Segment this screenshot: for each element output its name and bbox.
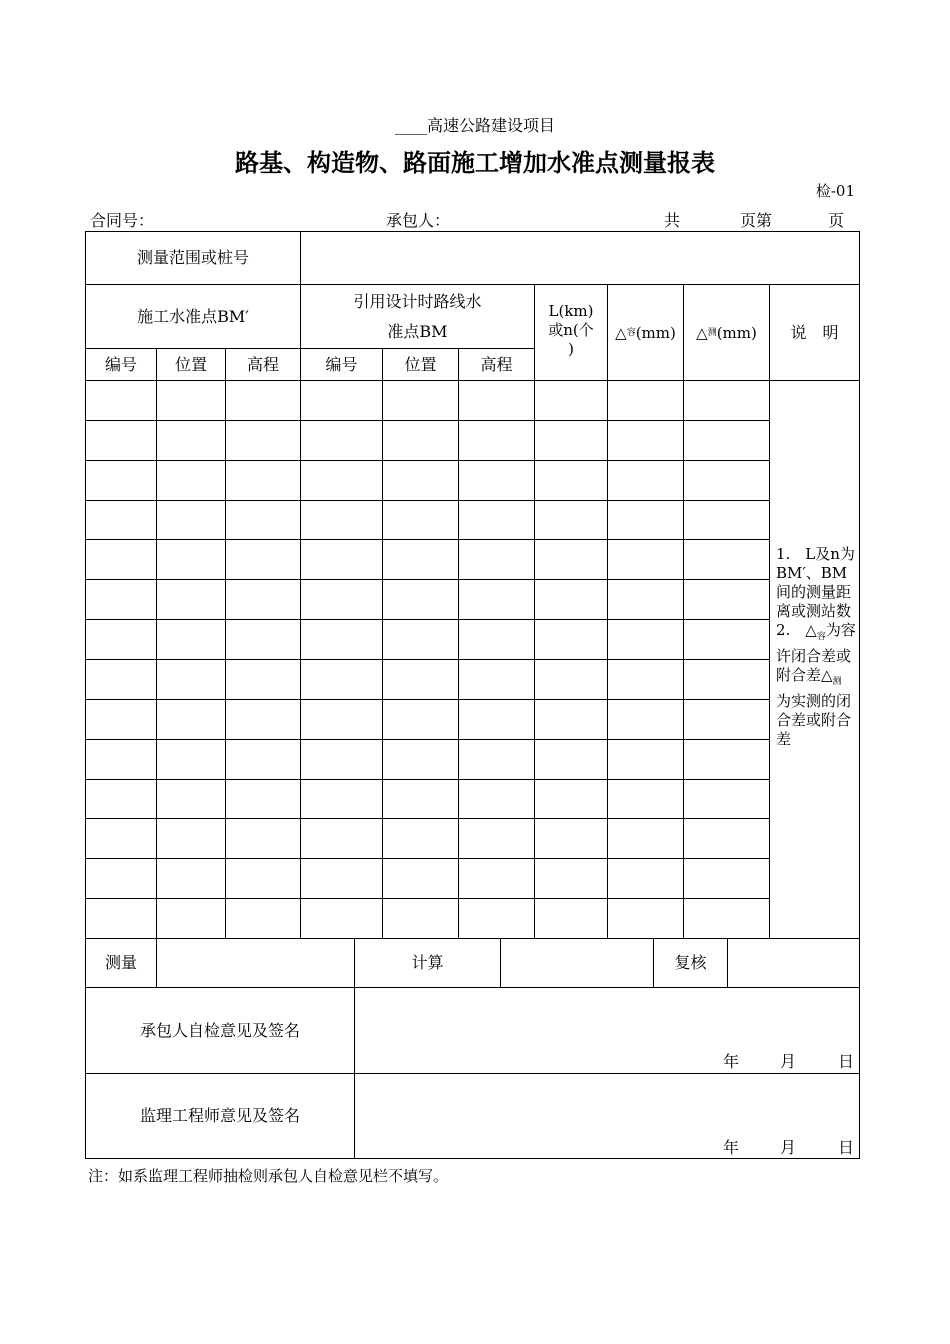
design-bm-label-line2: 准点BM	[387, 321, 448, 341]
row-line	[85, 619, 769, 620]
page-number-label: 页第	[740, 211, 773, 230]
form-number: 检-01	[815, 182, 855, 200]
row-line	[85, 659, 769, 660]
bm-prime-location-header: 位置	[174, 354, 207, 374]
design-bm-location-header: 位置	[404, 354, 437, 374]
row-line	[85, 539, 769, 540]
col-line	[225, 348, 226, 938]
bm-prime-label: 施工水准点BM′	[137, 306, 249, 326]
col-line	[683, 284, 684, 938]
remark-note-1: 1. L及n为BM′、BM间的测量距离或测站数	[776, 545, 855, 620]
supervisor-date-day: 日	[838, 1138, 855, 1157]
distance-label-line1: L(km)	[548, 302, 594, 320]
contractor-date-year: 年	[723, 1052, 740, 1071]
tolerance-symbol: △	[615, 323, 627, 342]
row-line	[85, 420, 769, 421]
row-line	[85, 500, 769, 501]
table-border-right	[859, 231, 860, 1159]
contractor-date-month: 月	[780, 1052, 797, 1071]
measured-closure-label	[684, 285, 769, 380]
table-border-bottom	[85, 1158, 860, 1159]
contractor-label: 承包人：	[386, 211, 451, 230]
col-line	[156, 348, 157, 938]
col-line	[607, 284, 608, 938]
review-value-cell[interactable]	[728, 939, 859, 987]
col-line	[769, 284, 770, 938]
row-line	[85, 380, 860, 381]
row-line	[85, 460, 769, 461]
row-line	[85, 858, 769, 859]
bm-prime-number-header: 编号	[104, 354, 137, 374]
distance-label-line3: )	[568, 340, 574, 358]
measured-symbol: △	[696, 323, 708, 342]
project-subtitle: ____高速公路建设项目	[394, 116, 555, 135]
calc-label: 计算	[411, 953, 444, 972]
contractor-date-day: 日	[838, 1052, 855, 1071]
survey-value-cell[interactable]	[157, 939, 354, 987]
remark-notes	[776, 545, 856, 749]
tolerance-label	[608, 285, 683, 380]
page-suffix-label: 页	[828, 211, 845, 230]
range-value-cell[interactable]	[301, 232, 859, 284]
contractor-opinion-label: 承包人自检意见及签名	[139, 1020, 300, 1040]
supervisor-opinion-label: 监理工程师意见及签名	[139, 1106, 300, 1125]
footnote: 注：如系监理工程师抽检则承包人自检意见栏不填写。	[88, 1167, 449, 1185]
row-line	[85, 779, 769, 780]
survey-label: 测量	[104, 953, 137, 972]
supervisor-date-year: 年	[723, 1138, 740, 1157]
col-line	[458, 348, 459, 938]
col-line	[534, 284, 535, 938]
remark-label: 说 明	[790, 322, 839, 342]
design-bm-number-header: 编号	[325, 354, 358, 374]
measured-subscript: 测	[707, 327, 717, 338]
page-total-label: 共	[664, 211, 681, 230]
distance-label	[535, 302, 607, 362]
col-line	[382, 348, 383, 938]
contract-label: 合同号：	[90, 211, 155, 230]
design-bm-label-line1: 引用设计时路线水	[353, 291, 482, 311]
row-line	[85, 699, 769, 700]
calc-value-cell[interactable]	[501, 939, 653, 987]
supervisor-date-month: 月	[780, 1138, 797, 1157]
distance-label-line2: 或n(个	[548, 321, 594, 339]
design-bm-elevation-header: 高程	[480, 354, 513, 374]
bm-prime-elevation-header: 高程	[246, 354, 279, 374]
review-label: 复核	[674, 953, 707, 972]
tolerance-subscript: 容	[626, 327, 636, 338]
tolerance-unit: (mm)	[635, 323, 676, 342]
row-line	[85, 739, 769, 740]
row-line	[85, 898, 769, 899]
page-title: 路基、构造物、路面施工增加水准点测量报表	[235, 148, 715, 177]
row-line	[85, 818, 769, 819]
range-label: 测量范围或桩号	[136, 248, 249, 267]
design-bm-label	[301, 285, 534, 348]
row-line	[85, 579, 769, 580]
measured-unit: (mm)	[716, 323, 757, 342]
remark-note-2: 2. $\triangle_容$为容许闭合差或附合差$\triangle_测$为实测的闭合差或附合差	[776, 621, 856, 748]
